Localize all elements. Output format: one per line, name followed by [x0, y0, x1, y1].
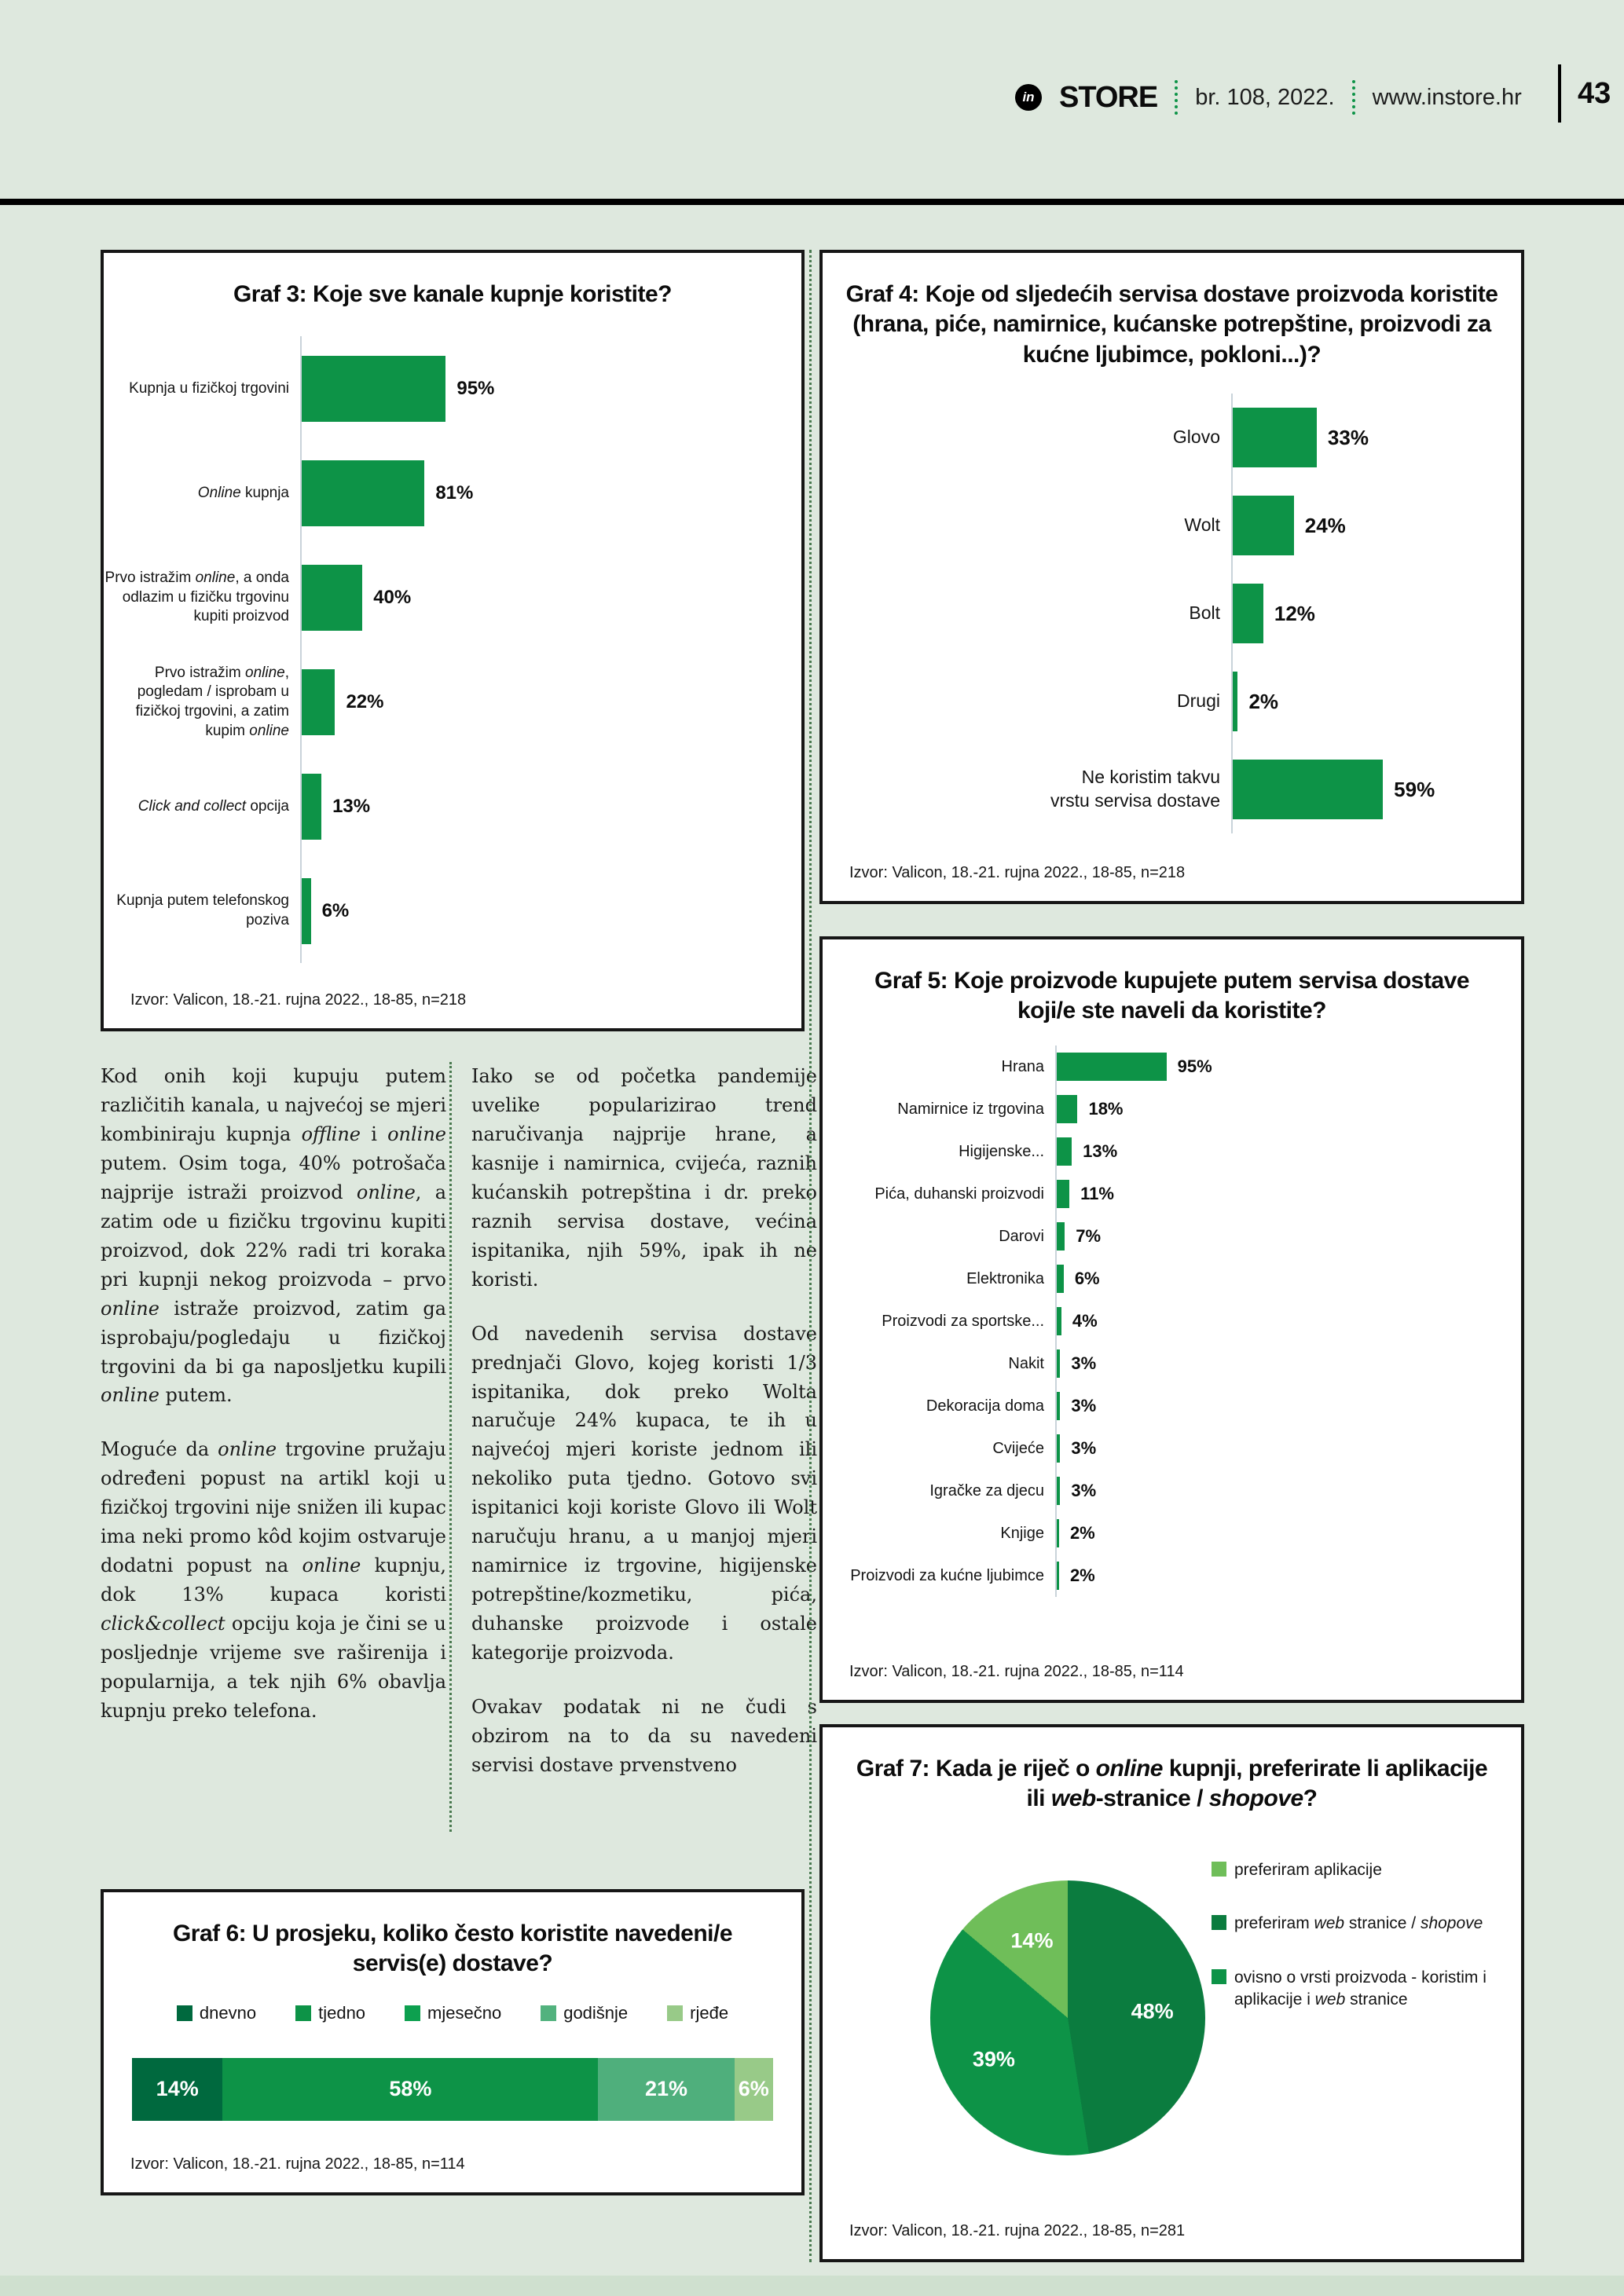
- value-label: 95%: [456, 377, 495, 399]
- stacked-segment: 21%: [598, 2058, 734, 2121]
- bar-row: [823, 394, 1521, 482]
- paragraph: Moguće da online trgovine pružaju određeni popust na artikl koji u fizičkoj trgovini nije snižen ili kupac ima neki promo kôd kojim ostvaruje dodatni popust na online kupnju, dok 13% kupaca koristi click&collect opciju koja je čini se u posljednje vrijeme sve raširenija i popularnija, a tek njih 6% obavlja kupnju preko telefona.: [101, 1438, 446, 1723]
- bar-track: [1055, 1512, 1521, 1554]
- graf3-title: Graf 3: Koje sve kanale kupnje koristite?: [233, 281, 673, 307]
- issue-number: br. 108, 2022.: [1195, 84, 1335, 110]
- value-label: 3%: [1071, 1395, 1097, 1415]
- article-column-2: [471, 1062, 817, 1805]
- header-dotted-divider: [1352, 80, 1355, 115]
- bar-row: [823, 1173, 1521, 1215]
- bar-row: [104, 754, 801, 859]
- legend-item: [1212, 1859, 1501, 1881]
- header-rule: [0, 199, 1624, 205]
- category-label: Prvo istražim online, pogledam / isprobam u fizičkoj trgovini, a zatim kupim online: [135, 664, 289, 739]
- bar-row: [823, 657, 1521, 745]
- value-label: 3%: [1071, 1437, 1097, 1458]
- legend-swatch-icon: [1212, 1915, 1226, 1930]
- category-label: Ne koristim takvu vrstu servisa dostave: [1050, 767, 1220, 811]
- bar: [1057, 1137, 1072, 1166]
- graf6-stacked-bar: [132, 2058, 773, 2121]
- value-label: 6%: [321, 899, 350, 921]
- value-label: 13%: [1083, 1141, 1118, 1161]
- graf7-box: [819, 1724, 1524, 2262]
- legend-swatch-icon: [295, 2005, 311, 2021]
- category-label: Namirnice iz trgovina: [897, 1100, 1044, 1118]
- value-label: 3%: [1071, 1480, 1097, 1500]
- value-label: 3%: [1071, 1353, 1097, 1373]
- page-header: [1015, 72, 1522, 123]
- graf5-box: [819, 936, 1524, 1703]
- bar-track: [1055, 1045, 1521, 1088]
- bar-track: [1055, 1554, 1521, 1597]
- bar: [302, 669, 335, 735]
- page-bottom-band: [0, 2276, 1624, 2296]
- paragraph: Ovakav podatak ni ne čudi s obzirom na to da su navedeni servisi dostave prvenstveno: [471, 1696, 817, 1776]
- category-label: Dekoracija doma: [926, 1397, 1044, 1415]
- bar-track: [1055, 1385, 1521, 1427]
- category-label: Click and collect opcija: [137, 797, 289, 815]
- bar: [1057, 1095, 1077, 1123]
- header-dotted-divider: [1175, 80, 1178, 115]
- page-number: 43: [1578, 77, 1611, 110]
- bar-track: [1055, 1215, 1521, 1258]
- category-label: Hrana: [1001, 1057, 1044, 1075]
- bar: [1057, 1349, 1060, 1378]
- bar: [1233, 760, 1383, 819]
- value-label: 33%: [1327, 425, 1369, 449]
- bar-row: [823, 1130, 1521, 1173]
- legend-item: [667, 2003, 728, 2023]
- bar: [302, 878, 311, 944]
- category-label: Drugi: [1177, 690, 1220, 712]
- value-label: 22%: [346, 690, 384, 712]
- bar-row: [104, 336, 801, 441]
- bar-track: [1055, 1130, 1521, 1173]
- legend-label: godišnje: [563, 2002, 629, 2023]
- legend-label: ovisno o vrsti proizvoda - koristim i aplikacije i web stranice: [1234, 1968, 1487, 2009]
- bar: [1057, 1477, 1060, 1505]
- bar: [1057, 1265, 1064, 1293]
- bar: [1057, 1392, 1060, 1420]
- category-label: Kupnja putem telefonskog poziva: [116, 892, 289, 928]
- graf4-source: Izvor: Valicon, 18.-21. rujna 2022., 18-85, n=218: [849, 864, 1186, 881]
- legend-label: rjeđe: [690, 2002, 729, 2023]
- column-dotted-divider: [449, 1062, 452, 1832]
- graf7-source: Izvor: Valicon, 18.-21. rujna 2022., 18-85, n=281: [849, 2222, 1186, 2239]
- legend-item: [541, 2003, 628, 2023]
- bar-track: [1231, 394, 1521, 482]
- stacked-segment: 14%: [132, 2058, 222, 2121]
- bar-row: [823, 745, 1521, 833]
- bar-row: [823, 1554, 1521, 1597]
- graf7-pie-chart: [930, 1880, 1205, 2155]
- bar-track: [1231, 482, 1521, 569]
- bar-track: [1055, 1088, 1521, 1130]
- bar-row: [104, 650, 801, 754]
- graf4-title: Graf 4: Koje od sljedećih servisa dostave proizvoda koristite (hrana, piće, namirnice, kućanske potrepštine, proizvodi za kućne ljubimce, pokloni...)?: [845, 281, 1498, 368]
- bar-track: [1055, 1342, 1521, 1385]
- graf6-box: [101, 1889, 805, 2195]
- bar-row: [823, 482, 1521, 569]
- graf3-chart: [104, 336, 801, 963]
- bar-track: [1055, 1470, 1521, 1512]
- graf5-source: Izvor: Valicon, 18.-21. rujna 2022., 18-85, n=114: [849, 1663, 1184, 1680]
- value-label: 13%: [332, 795, 371, 817]
- legend-swatch-icon: [1212, 1862, 1226, 1877]
- bar-track: [300, 336, 801, 441]
- category-label: Elektronika: [966, 1269, 1044, 1287]
- bar-track: [300, 754, 801, 859]
- bar: [1057, 1180, 1069, 1208]
- bar-row: [823, 1215, 1521, 1258]
- bar-row: [823, 1258, 1521, 1300]
- bar-row: [823, 1342, 1521, 1385]
- bar-track: [1055, 1258, 1521, 1300]
- bar-row: [823, 1045, 1521, 1088]
- value-label: 2%: [1069, 1522, 1095, 1543]
- value-label: 81%: [435, 482, 474, 504]
- bar: [1057, 1053, 1167, 1081]
- bar-track: [300, 650, 801, 754]
- brand-name: STORE: [1059, 80, 1158, 114]
- bar-row: [823, 1512, 1521, 1554]
- bar-track: [1055, 1173, 1521, 1215]
- graf5-chart: [823, 1045, 1521, 1597]
- bar-row: [823, 1427, 1521, 1470]
- legend-swatch-icon: [541, 2005, 556, 2021]
- category-label: Knjige: [1000, 1524, 1044, 1542]
- bar: [1233, 584, 1263, 643]
- category-label: Igračke za djecu: [929, 1481, 1044, 1500]
- category-label: Wolt: [1184, 514, 1220, 536]
- bar: [1233, 496, 1294, 555]
- graf3-box: [101, 250, 805, 1031]
- bar-track: [1231, 569, 1521, 657]
- category-label: Prvo istražim online, a onda odlazim u fizičku trgovinu kupiti proizvod: [104, 569, 289, 625]
- bar-row: [104, 859, 801, 963]
- bar-track: [1055, 1300, 1521, 1342]
- value-label: 2%: [1069, 1565, 1095, 1585]
- bar-track: [1231, 745, 1521, 833]
- bar: [302, 356, 445, 422]
- bar-row: [823, 1088, 1521, 1130]
- paragraph: Iako se od početka pandemije uvelike popularizirao trend naručivanja najprije hrane, a kasnije i namirnica, cvijeća, raznih kućanskih potrepština i dr. preko raznih servisa dostave, većina ispitanika, njih 59%, ipak ih ne koristi.: [471, 1065, 817, 1291]
- pie-slice-label: 14%: [1010, 1928, 1054, 1953]
- bar: [302, 774, 321, 840]
- bar: [1057, 1562, 1059, 1590]
- value-label: 11%: [1080, 1183, 1114, 1203]
- graf4-box: [819, 250, 1524, 904]
- bar: [1233, 672, 1237, 731]
- bar-row: [823, 569, 1521, 657]
- graf7-title: Graf 7: Kada je riječ o online kupnji, preferirate li aplikacije ili web-stranice / shopove?: [856, 1756, 1488, 1812]
- legend-label: tjedno: [318, 2002, 366, 2023]
- category-label: Proizvodi za sportske...: [882, 1312, 1044, 1330]
- category-label: Proizvodi za kućne ljubimce: [850, 1566, 1044, 1584]
- bar-track: [300, 859, 801, 963]
- bar: [1057, 1519, 1059, 1547]
- category-label: Cvijeće: [992, 1439, 1044, 1457]
- legend-item: [295, 2003, 365, 2023]
- category-label: Pića, duhanski proizvodi: [874, 1185, 1044, 1203]
- bar-track: [300, 545, 801, 650]
- legend-label: mjesečno: [427, 2002, 502, 2023]
- bar: [1057, 1434, 1060, 1463]
- legend-label: preferiram web stranice / shopove: [1234, 1914, 1483, 1933]
- legend-item: [177, 2003, 256, 2023]
- category-label: Glovo: [1172, 427, 1220, 448]
- legend-swatch-icon: [405, 2005, 420, 2021]
- category-label: Higijenske...: [959, 1142, 1044, 1160]
- value-label: 4%: [1072, 1310, 1098, 1331]
- bar: [1233, 408, 1317, 467]
- legend-label: dnevno: [199, 2002, 257, 2023]
- category-label: Kupnja u fizičkoj trgovini: [129, 379, 289, 397]
- legend-swatch-icon: [177, 2005, 192, 2021]
- value-label: 2%: [1248, 689, 1279, 713]
- value-label: 59%: [1394, 777, 1435, 801]
- bar: [1057, 1307, 1061, 1335]
- logo-in-text: in: [1022, 90, 1035, 104]
- graf7-legend: [1212, 1859, 1501, 2011]
- category-label: Darovi: [999, 1227, 1044, 1245]
- graf5-title: Graf 5: Koje proizvode kupujete putem servisa dostave koji/e ste naveli da koristite?: [874, 968, 1470, 1024]
- graf6-title: Graf 6: U prosjeku, koliko često koristite navedeni/e servis(e) dostave?: [172, 1921, 733, 1977]
- category-label: Bolt: [1189, 602, 1220, 624]
- legend-swatch-icon: [1212, 1969, 1226, 1984]
- legend-label: preferiram aplikacije: [1234, 1861, 1382, 1879]
- category-label: Nakit: [1008, 1354, 1044, 1372]
- bar-row: [104, 441, 801, 545]
- stacked-segment: 6%: [735, 2058, 773, 2121]
- bar-row: [823, 1300, 1521, 1342]
- bar-track: [300, 441, 801, 545]
- bar: [302, 460, 424, 526]
- category-label: Online kupnja: [197, 484, 289, 501]
- page-center-dotted-divider: [809, 250, 812, 2262]
- bar: [1057, 1222, 1065, 1251]
- website-url: www.instore.hr: [1372, 84, 1522, 110]
- paragraph: Kod onih koji kupuju putem različitih kanala, u najvećoj se mjeri kombiniraju kupnja offline i online putem. Osim toga, 40% potrošača najprije istraži proizvod online, a zatim ode u fizičku trgovinu kupiti proizvod, dok 22% radi tri koraka pri kupnji nekog proizvoda – prvo online istraže proizvod, zatim ga isprobaju/pogledaju u fizičkoj trgovini da bi ga naposljetku kupili online putem.: [101, 1065, 446, 1407]
- graf6-legend: [104, 2003, 801, 2023]
- pie-slice-label: 39%: [972, 2047, 1015, 2071]
- bar-track: [1055, 1427, 1521, 1470]
- paragraph: Od navedenih servisa dostave prednjači Glovo, kojeg koristi 1/3 ispitanika, dok preko Wolta naručuje 24% kupaca, te ih u najvećoj mjeri koriste jednom ili nekoliko puta tjedno. Gotovo svi ispitanici koji koriste Glovo ili Wolt naručuju hranu, a u manjoj mjeri namirnice iz trgovine, higijenske potrepštine/kozmetiku, pića, duhanske proizvode i ostale kategorije proizvoda.: [471, 1322, 817, 1664]
- stacked-segment: 58%: [222, 2058, 598, 2121]
- bar-row: [823, 1385, 1521, 1427]
- instore-logo-icon: [1015, 84, 1042, 111]
- value-label: 18%: [1088, 1098, 1124, 1119]
- value-label: 95%: [1177, 1056, 1212, 1076]
- graf3-source: Izvor: Valicon, 18.-21. rujna 2022., 18-85, n=218: [130, 991, 467, 1009]
- value-label: 40%: [373, 586, 412, 608]
- bar-row: [823, 1470, 1521, 1512]
- bar-track: [1231, 657, 1521, 745]
- article-column-1: [101, 1062, 446, 1751]
- value-label: 7%: [1076, 1225, 1102, 1246]
- legend-item: [1212, 1913, 1501, 1935]
- value-label: 24%: [1304, 513, 1346, 537]
- page-number-divider: [1558, 64, 1561, 123]
- graf4-chart: [823, 394, 1521, 833]
- bar: [302, 565, 362, 631]
- value-label: 6%: [1074, 1268, 1100, 1288]
- pie-slice-label: 48%: [1131, 1999, 1174, 2023]
- bar-row: [104, 545, 801, 650]
- legend-item: [405, 2003, 501, 2023]
- value-label: 12%: [1274, 601, 1315, 625]
- legend-item: [1212, 1967, 1501, 2012]
- legend-swatch-icon: [667, 2005, 683, 2021]
- graf6-source: Izvor: Valicon, 18.-21. rujna 2022., 18-85, n=114: [130, 2155, 465, 2173]
